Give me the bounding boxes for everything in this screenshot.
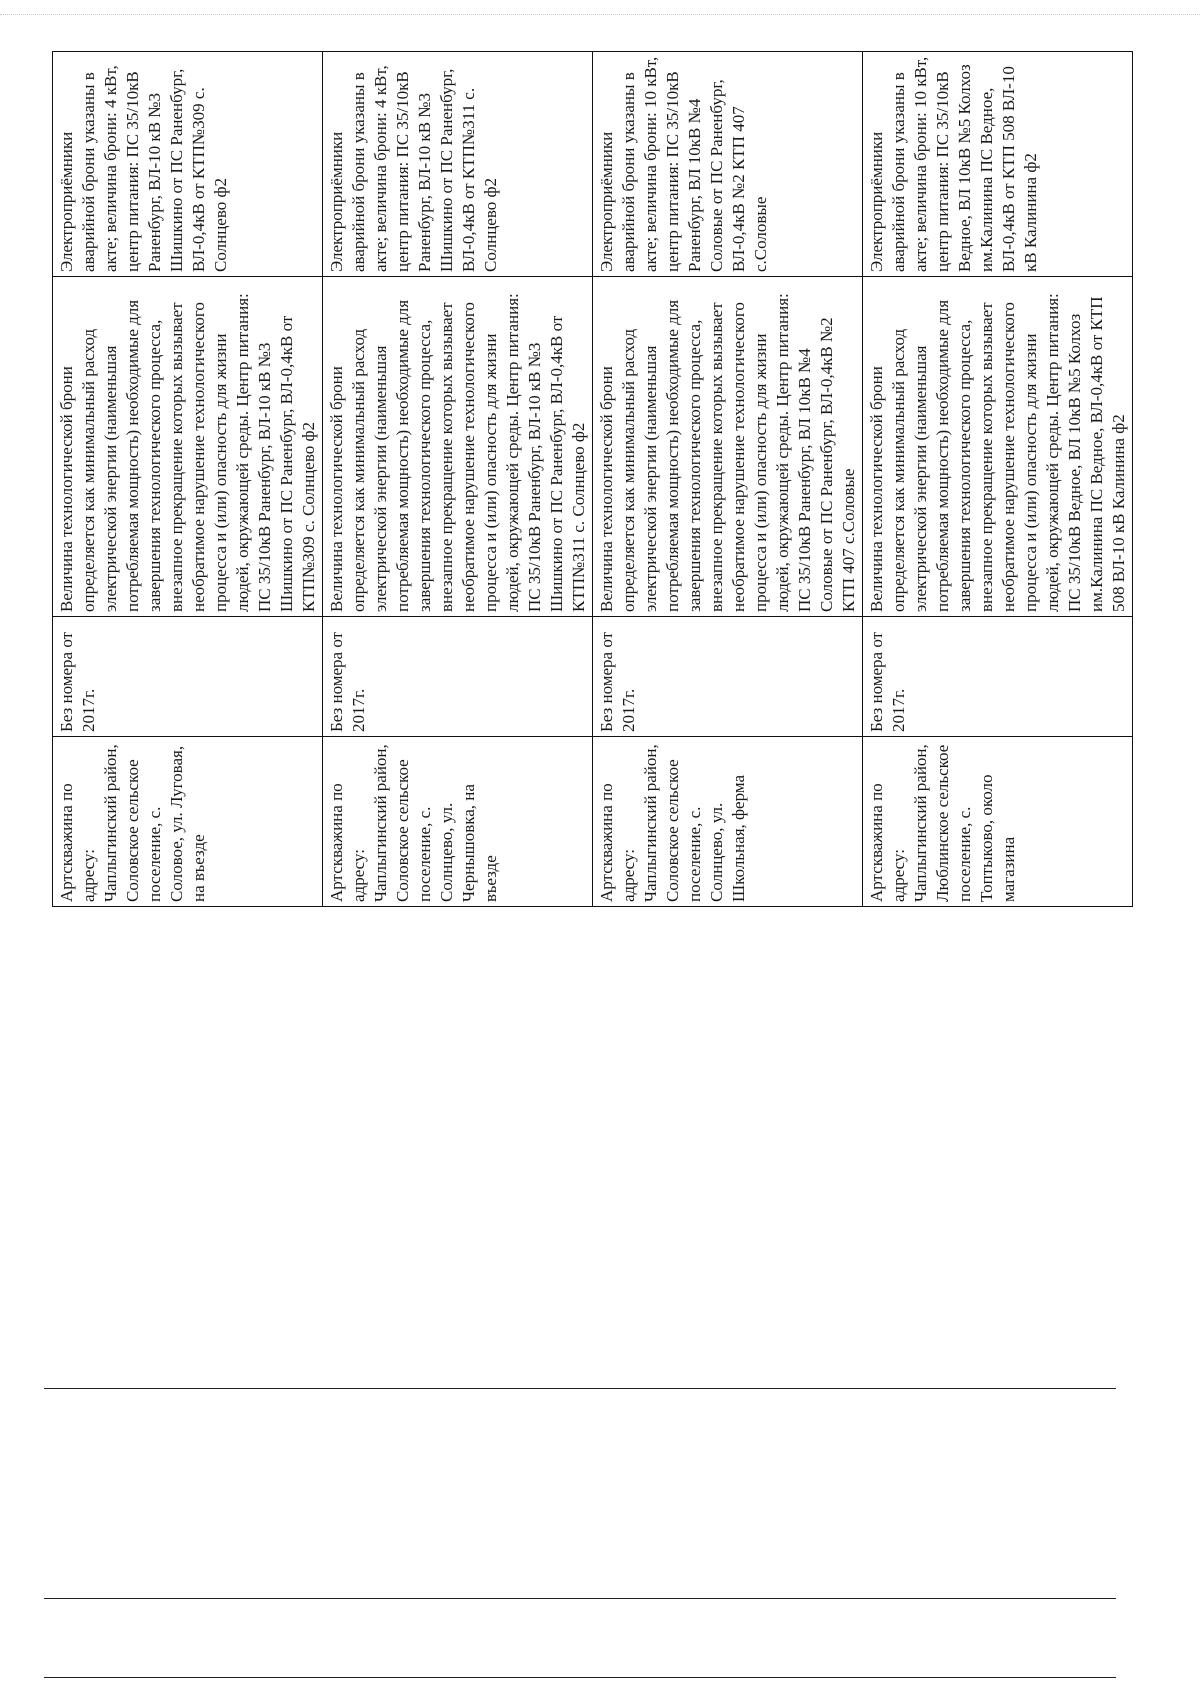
emergency-reserve-cell: Электроприёмники аварийной брони указаны в акте; величина брони: 4 кВт, центр питания: ПС 35/10кВ Раненбург, ВЛ-10 кВ №3 Шишкино от ПС Раненбург, ВЛ-0,4кВ от КТП№309 с. Солнцево ф2 bbox=[53, 52, 323, 277]
emergency-reserve-cell: Электроприёмники аварийной брони указаны в акте; величина брони: 4 кВт, центр питания: ПС 35/10кВ Раненбург, ВЛ-10 кВ №3 Шишкино от ПС Раненбург, ВЛ-0,4кВ от КТП№311 с. Солнцево ф2 bbox=[323, 52, 593, 277]
object-address-cell: Артскважина по адресу: Чаплыгинский район, Люблинское сельское поселение, с. Топтыково, около магазина bbox=[863, 737, 1133, 907]
rotated-table-wrapper bbox=[52, 52, 1128, 907]
technological-reserve-cell: Величина технологической брони определяется как минимальный расход электрической энергии (наименьшая потребляемая мощность) необходимые для завершения технологического процесса, внезапное прекращение которых вызывает необратимое нарушение технологического процесса и (или) опасность для жизни людей, окружающей среды. Центр питания: ПС 35/10кВ Раненбург, ВЛ-10 кВ №3 Шишкино от ПС Раненбург, ВЛ-0,4кВ от КТП№309 с. Солнцево ф2 bbox=[53, 277, 323, 617]
object-address-cell: Артскважина по адресу: Чаплыгинский район, Соловское сельское поселение, с. Солнцево, ул. Школьная, ферма bbox=[593, 737, 863, 907]
power-reserve-table bbox=[52, 51, 1133, 907]
table-row bbox=[53, 52, 323, 907]
act-number-cell: Без номера от 2017г. bbox=[863, 617, 1133, 737]
technological-reserve-cell: Величина технологической брони определяется как минимальный расход электрической энергии (наименьшая потребляемая мощность) необходимые для завершения технологического процесса, внезапное прекращение которых вызывает необратимое нарушение технологического процесса и (или) опасность для жизни людей, окружающей среды. Центр питания: ПС 35/10кВ Ведное, ВЛ 10кВ №5 Колхоз им.Калинина ПС Ведное, ВЛ-0,4кВ от КТП 508 ВЛ-10 кВ Калинина ф2 bbox=[863, 277, 1133, 617]
object-address-cell: Артскважина по адресу: Чаплыгинский район, Соловское сельское поселение, с. Соловое, ул. Луговая, на въезде bbox=[53, 737, 323, 907]
table-row bbox=[863, 52, 1133, 907]
table-row bbox=[323, 52, 593, 907]
act-number-cell: Без номера от 2017г. bbox=[53, 617, 323, 737]
object-address-cell: Артскважина по адресу: Чаплыгинский район, Соловское сельское поселение, с. Солнцево, ул. Чернышовка, на въезде bbox=[323, 737, 593, 907]
technological-reserve-cell: Величина технологической брони определяется как минимальный расход электрической энергии (наименьшая потребляемая мощность) необходимые для завершения технологического процесса, внезапное прекращение которых вызывает необратимое нарушение технологического процесса и (или) опасность для жизни людей, окружающей среды. Центр питания: ПС 35/10кВ Раненбург, ВЛ 10кВ №4 Соловые от ПС Раненбург, ВЛ-0,4кВ №2 КТП 407 с.Соловые bbox=[593, 277, 863, 617]
emergency-reserve-cell: Электроприёмники аварийной брони указаны в акте; величина брони: 10 кВт, центр питания: ПС 35/10кВ Ведное, ВЛ 10кВ №5 Колхоз им.Калинина ПС Ведное, ВЛ-0,4кВ от КТП 508 ВЛ-10 кВ Калинина ф2 bbox=[863, 52, 1133, 277]
footer-rule bbox=[44, 1388, 1116, 1389]
act-number-cell: Без номера от 2017г. bbox=[323, 617, 593, 737]
scan-top-edge bbox=[0, 14, 1200, 15]
technological-reserve-cell: Величина технологической брони определяется как минимальный расход электрической энергии (наименьшая потребляемая мощность) необходимые для завершения технологического процесса, внезапное прекращение которых вызывает необратимое нарушение технологического процесса и (или) опасность для жизни людей, окружающей среды. Центр питания: ПС 35/10кВ Раненбург, ВЛ-10 кВ №3 Шишкино от ПС Раненбург, ВЛ-0,4кВ от КТП№311 с. Солнцево ф2 bbox=[323, 277, 593, 617]
emergency-reserve-cell: Электроприёмники аварийной брони указаны в акте; величина брони: 10 кВт, центр питания: ПС 35/10кВ Раненбург, ВЛ 10кВ №4 Соловые от ПС Раненбург, ВЛ-0,4кВ №2 КТП 407 с.Соловые bbox=[593, 52, 863, 277]
footer-rule bbox=[44, 1677, 1116, 1678]
table-row bbox=[593, 52, 863, 907]
act-number-cell: Без номера от 2017г. bbox=[593, 617, 863, 737]
footer-rule bbox=[44, 1598, 1116, 1599]
